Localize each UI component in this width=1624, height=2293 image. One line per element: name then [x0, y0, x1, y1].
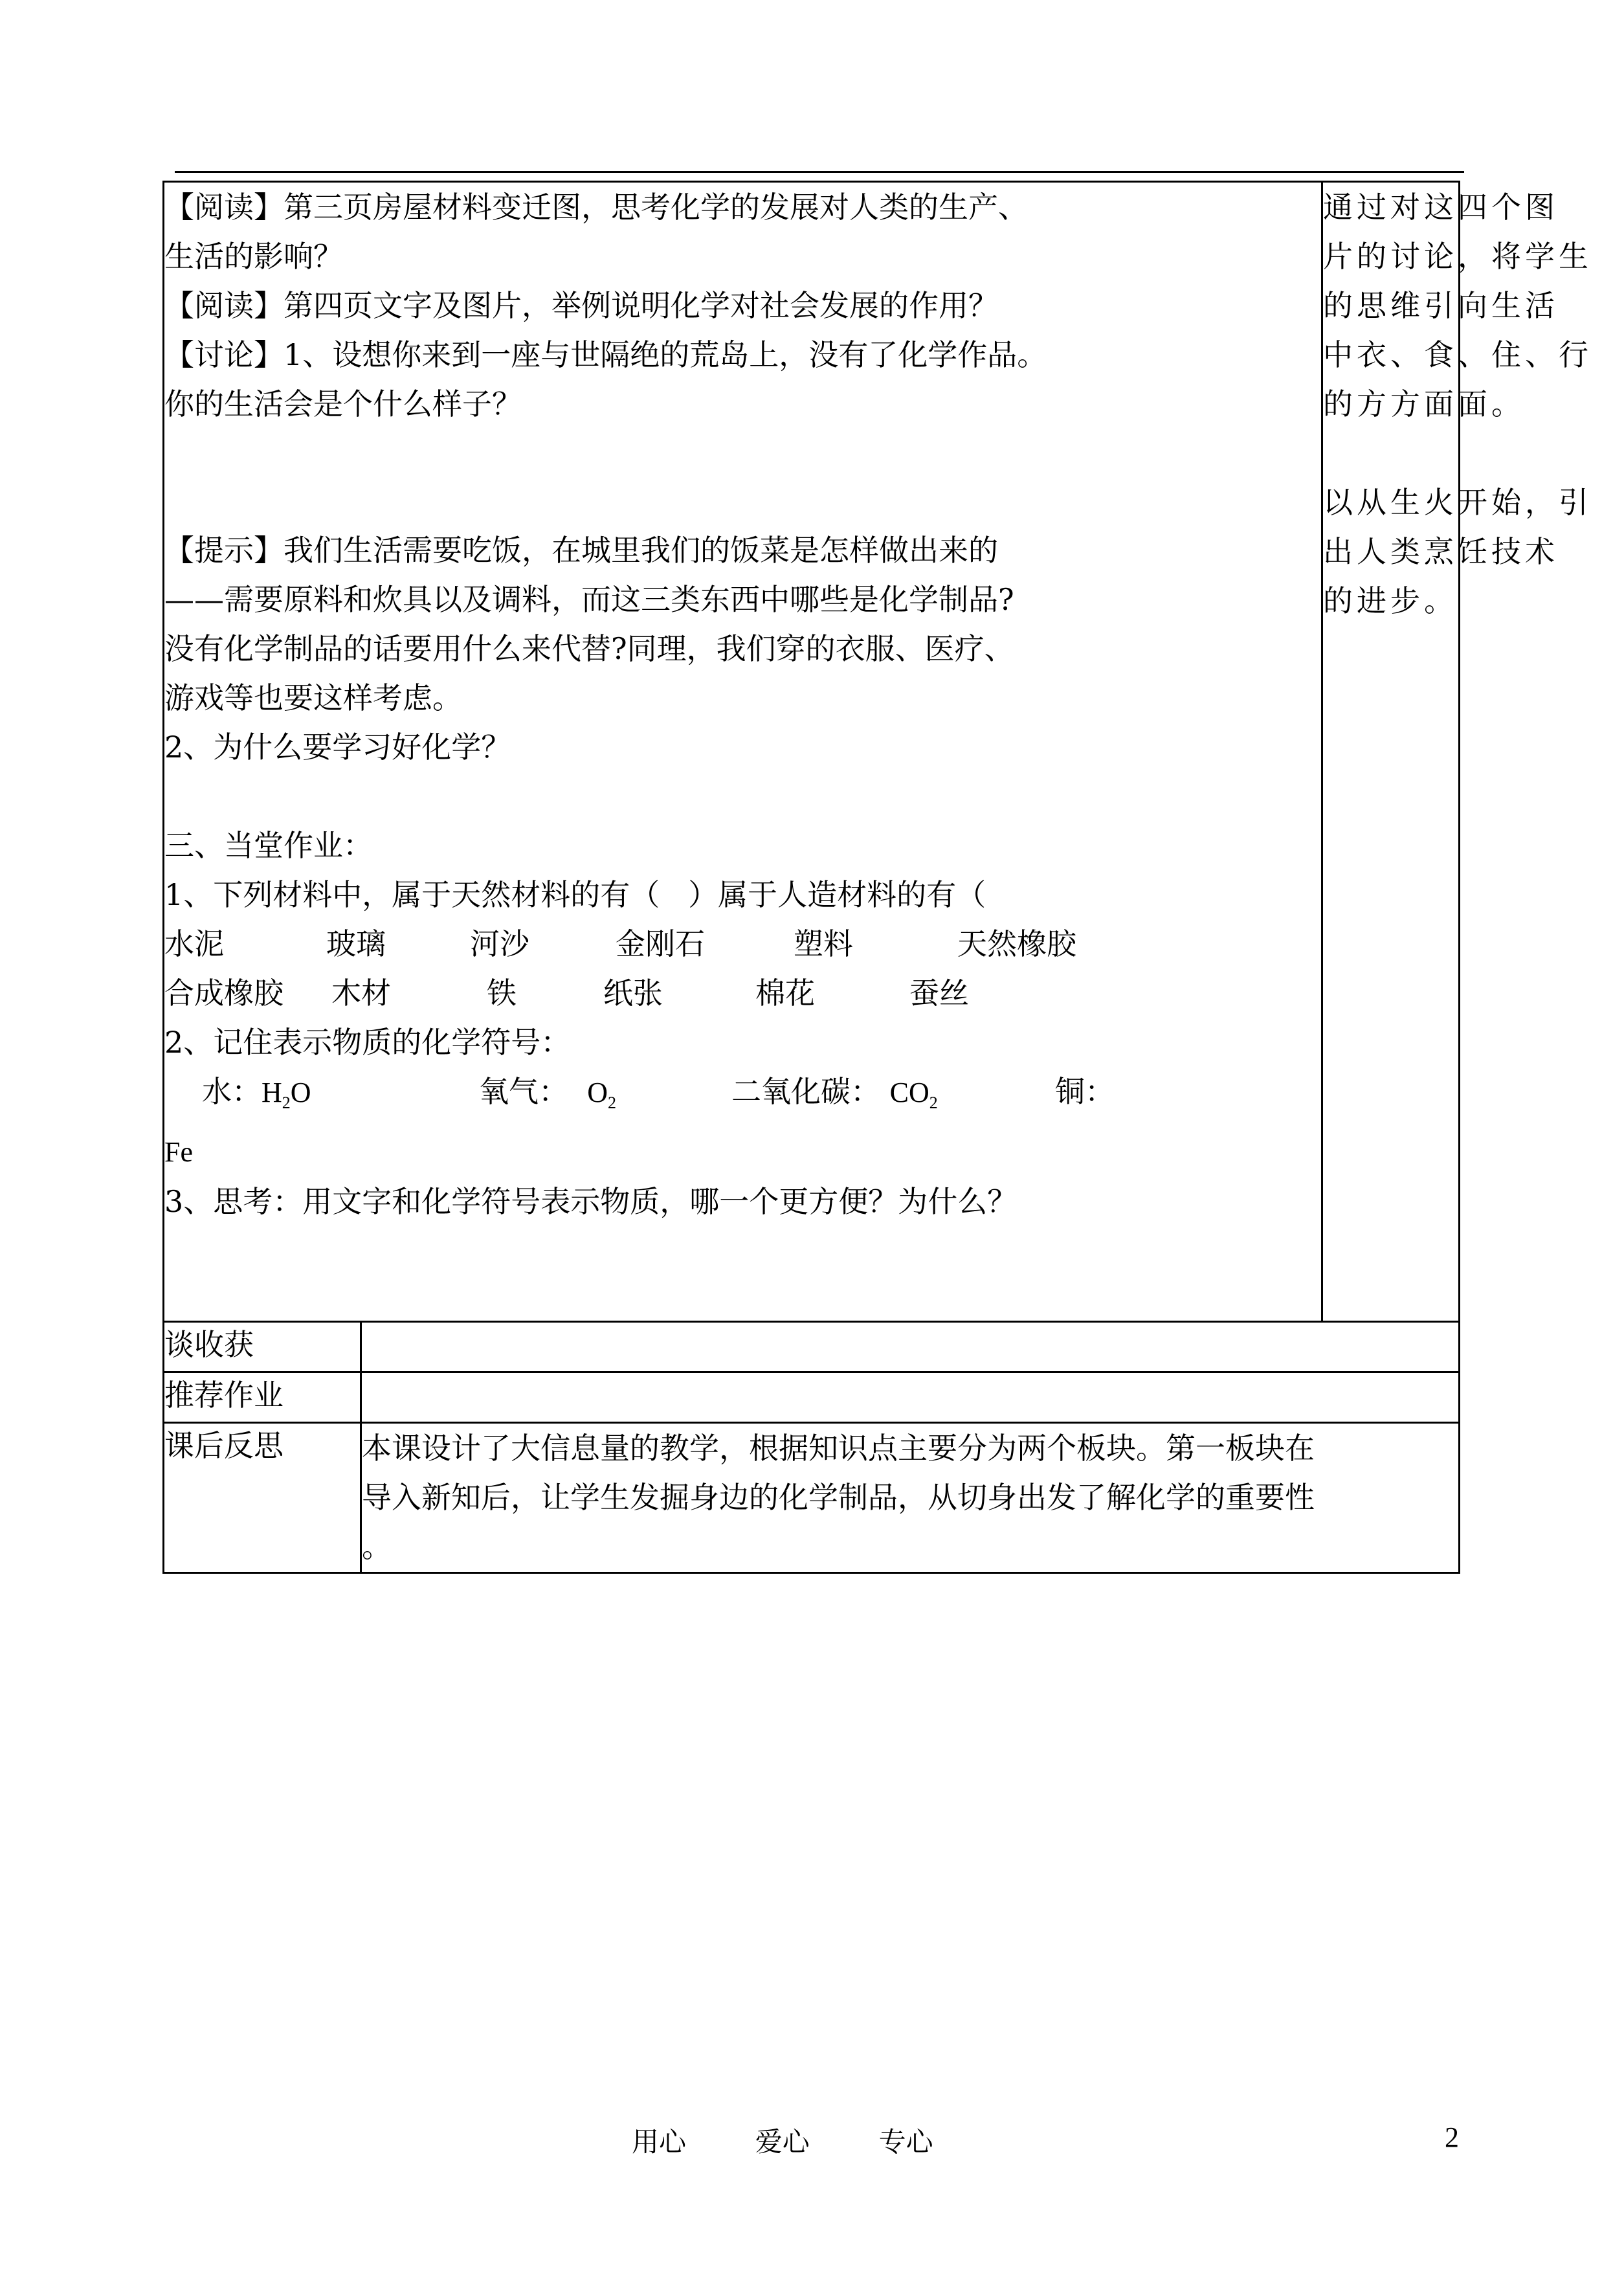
homework-row	[164, 1372, 1460, 1423]
reflection-row	[164, 1423, 1460, 1573]
note-line: 片的讨论，将学生	[1323, 239, 1592, 274]
content-line: 【讨论】1、设想你来到一座与世隔绝的荒岛上，没有了化学作品。	[164, 337, 1047, 372]
materials-row-2	[164, 968, 1321, 1018]
header-rule	[175, 171, 1464, 173]
material-item: 玻璃	[326, 926, 386, 961]
copper-label: 铜：	[1055, 1074, 1115, 1109]
co2-formula: $CO_2$	[889, 1077, 938, 1112]
material-item: 木材	[331, 976, 391, 1011]
question-1: 1、下列材料中，属于天然材料的有（ ）属于人造材料的有（	[164, 877, 986, 912]
content-line: 【阅读】第三页房屋材料变迁图，思考化学的发展对人类的生产、	[164, 190, 1028, 225]
harvest-row	[164, 1322, 1460, 1372]
note-line: 以从生火开始，引	[1323, 485, 1592, 520]
water-formula: $H_2O$	[261, 1077, 311, 1112]
material-item: 河沙	[470, 926, 529, 961]
note-line: 中衣、食、住、行	[1323, 337, 1592, 372]
water-label: 水：	[202, 1074, 261, 1109]
content-line: 你的生活会是个什么样子？	[164, 386, 522, 421]
note-line: 的思维引向生活	[1323, 288, 1559, 323]
symbols-row	[164, 1067, 1321, 1128]
note-line: 通过对这四个图	[1323, 190, 1559, 225]
harvest-value	[361, 1322, 1460, 1372]
co2-label: 二氧化碳：	[731, 1074, 880, 1109]
content-line: 2、为什么要学习好化学？	[164, 730, 511, 765]
question-2: 2、记住表示物质的化学符号：	[164, 1025, 571, 1060]
oxygen-label: 氧气：	[479, 1074, 568, 1109]
materials-row-1	[164, 919, 1321, 968]
footer-motto: 用心 爱心 专心	[632, 2126, 933, 2158]
question-3: 3、思考：用文字和化学符号表示物质，哪一个更方便？为什么？	[164, 1183, 1018, 1219]
material-item: 金刚石	[616, 926, 705, 961]
material-item: 纸张	[603, 976, 663, 1011]
material-item: 铁	[487, 976, 517, 1011]
iron-formula: Fe	[164, 1135, 193, 1168]
material-item: 水泥	[164, 926, 224, 961]
harvest-label: 谈收获	[164, 1322, 361, 1372]
reflection-value	[361, 1423, 1460, 1573]
content-line: 游戏等也要这样考虑。	[164, 680, 462, 715]
material-item: 蚕丝	[909, 976, 969, 1011]
note-line: 的方方面面。	[1323, 386, 1525, 421]
reflection-line: 。	[362, 1529, 392, 1564]
note-line: 出人类烹饪技术	[1323, 534, 1559, 569]
content-line: 【提示】我们生活需要吃饭，在城里我们的饭菜是怎样做出来的	[164, 533, 998, 568]
teaching-notes-cell	[1322, 182, 1592, 1322]
material-item: 棉花	[755, 976, 815, 1011]
page-number: 2	[1445, 2121, 1459, 2153]
material-item: 合成橡胶	[164, 976, 284, 1011]
content-line: ——需要原料和炊具以及调料，而这三类东西中哪些是化学制品?	[164, 582, 1014, 617]
material-item: 天然橡胶	[957, 926, 1076, 961]
water-symbol	[164, 1067, 479, 1128]
co2-symbol	[731, 1067, 1055, 1128]
section-heading: 三、当堂作业：	[164, 828, 373, 863]
lesson-table	[162, 181, 1592, 1574]
reflection-line: 本课设计了大信息量的教学，根据知识点主要分为两个板块。第一板块在	[362, 1431, 1315, 1466]
content-line: 【阅读】第四页文字及图片，举例说明化学对社会发展的作用？	[164, 288, 998, 323]
homework-label: 推荐作业	[164, 1372, 361, 1423]
lesson-content-cell	[164, 182, 1322, 1322]
oxygen-symbol	[479, 1067, 731, 1128]
oxygen-formula: $O_2$	[587, 1077, 617, 1112]
reflection-label: 课后反思	[164, 1423, 361, 1573]
reflection-line: 导入新知后，让学生发掘身边的化学制品，从切身出发了解化学的重要性	[362, 1480, 1315, 1515]
content-row	[164, 182, 1460, 1322]
note-line: 的进步。	[1323, 583, 1458, 618]
content-line: 没有化学制品的话要用什么来代替?同理，我们穿的衣服、医疗、	[164, 631, 1014, 666]
material-item: 塑料	[794, 926, 853, 961]
content-line: 生活的影响？	[164, 239, 343, 274]
homework-value	[361, 1372, 1460, 1423]
